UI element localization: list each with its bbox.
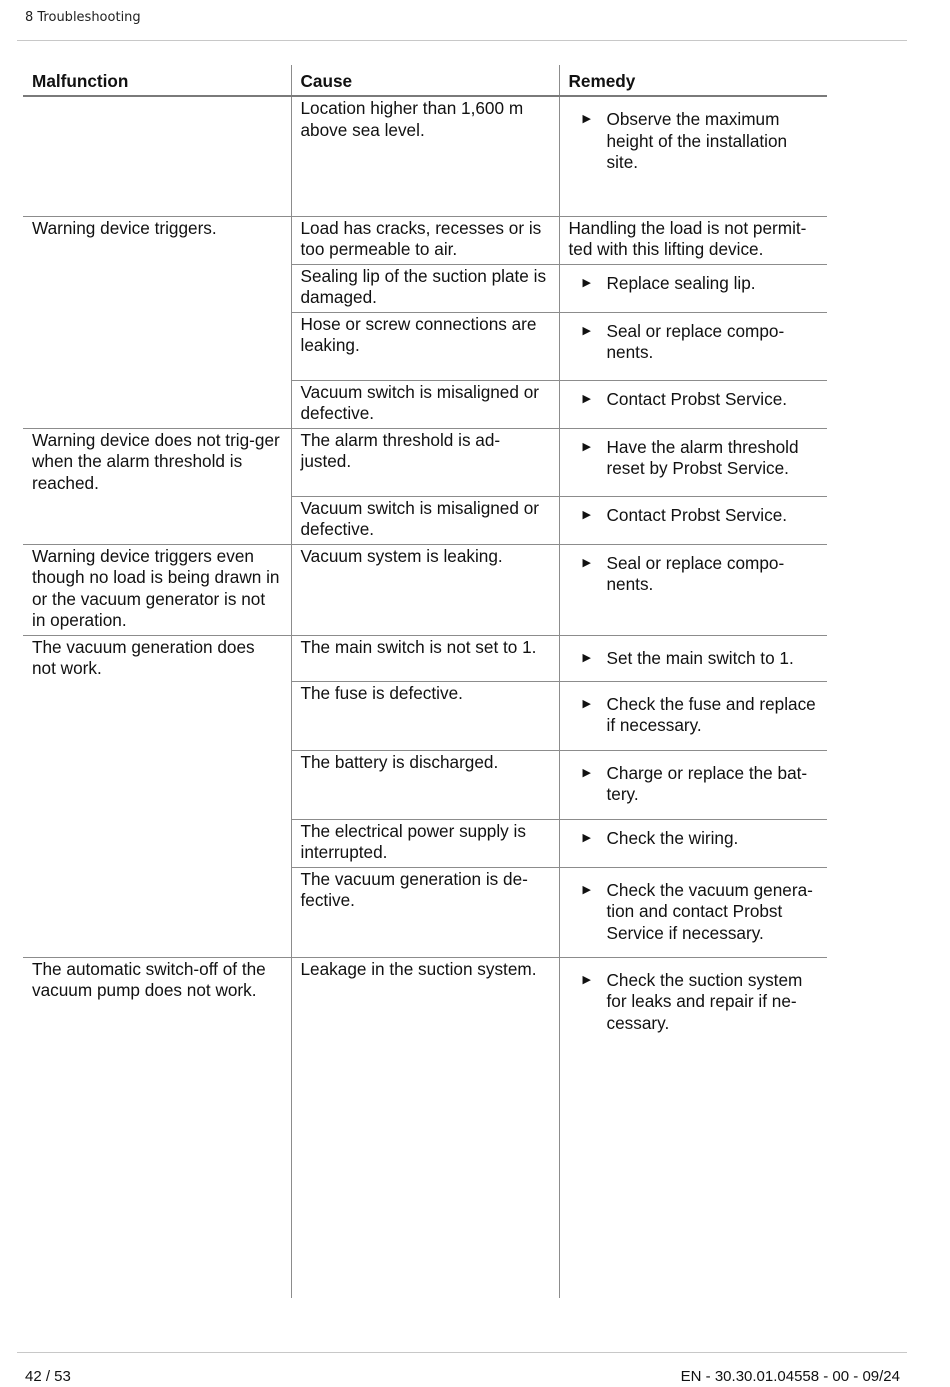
- malfunction-cell: The automatic switch-off of the vacuum pump does not work.: [23, 957, 291, 1298]
- table-row: [23, 635, 827, 681]
- triangle-right-icon: ▶: [582, 113, 591, 125]
- remedy-text: Seal or replace compo-nents.: [606, 552, 785, 594]
- remedy-text: Contact Probst Service.: [606, 504, 788, 525]
- triangle-right-icon: ▶: [582, 276, 591, 289]
- cause-cell: Location higher than 1,600 m above sea level.: [291, 96, 559, 216]
- cause-cell: Vacuum system is leaking.: [291, 544, 559, 635]
- triangle-right-icon: ▶: [582, 440, 591, 453]
- remedy-text: Check the vacuum genera-tion and contact Probst Service if necessary.: [606, 879, 813, 943]
- remedy-text: Replace sealing lip.: [606, 272, 756, 293]
- triangle-right-icon: ▶: [582, 556, 591, 569]
- remedy-text: Have the alarm threshold reset by Probst Service.: [606, 436, 799, 478]
- cause-cell: Hose or screw connections are leaking.: [291, 312, 559, 380]
- cause-cell: Load has cracks, recesses or is too permeable to air.: [291, 216, 559, 264]
- table-row: [23, 957, 827, 1298]
- remedy-cell: [559, 264, 827, 312]
- page-number: 42 / 53: [25, 1368, 71, 1385]
- triangle-right-icon: ▶: [582, 973, 591, 986]
- malfunction-cell: Warning device triggers.: [23, 216, 291, 428]
- triangle-right-icon: ▶: [582, 324, 591, 337]
- cause-cell: Sealing lip of the suction plate is damaged.: [291, 264, 559, 312]
- remedy-text: Set the main switch to 1.: [606, 647, 794, 668]
- table-row: [23, 96, 827, 216]
- table-row: [23, 544, 827, 635]
- malfunction-cell: Warning device triggers even though no load is being drawn in or the vacuum generator is not in operation.: [23, 544, 291, 635]
- cause-cell: The vacuum generation is de-fective.: [291, 867, 559, 957]
- remedy-cell: [559, 380, 827, 428]
- document-code: EN - 30.30.01.04558 - 00 - 09/24: [680, 1368, 900, 1385]
- remedy-cell: [559, 496, 827, 544]
- triangle-right-icon: ▶: [582, 508, 591, 521]
- remedy-cell: [559, 96, 827, 216]
- cause-cell: The fuse is defective.: [291, 681, 559, 750]
- table-row: [23, 428, 827, 496]
- malfunction-cell: The vacuum generation does not work.: [23, 635, 291, 957]
- cause-cell: The electrical power supply is interrupted.: [291, 819, 559, 867]
- remedy-text: Charge or replace the bat-tery.: [606, 762, 808, 804]
- column-header-cause: Cause: [291, 65, 559, 96]
- triangle-right-icon: ▶: [582, 392, 591, 405]
- malfunction-cell: Warning device does not trig-ger when the alarm threshold is reached.: [23, 428, 291, 544]
- remedy-cell: [559, 750, 827, 819]
- column-header-remedy: Remedy: [559, 65, 827, 96]
- cause-cell: Vacuum switch is misaligned or defective.: [291, 496, 559, 544]
- remedy-text: Check the fuse and replace if necessary.: [606, 693, 816, 735]
- triangle-right-icon: ▶: [582, 766, 591, 779]
- column-header-malfunction: Malfunction: [23, 65, 291, 96]
- table-row: [23, 216, 827, 264]
- cause-cell: Vacuum switch is misaligned or defective.: [291, 380, 559, 428]
- troubleshooting-table: [23, 65, 827, 1298]
- remedy-text: Seal or replace compo-nents.: [606, 320, 785, 362]
- cause-cell: Leakage in the suction system.: [291, 957, 559, 1298]
- remedy-cell: [559, 819, 827, 867]
- remedy-cell: [559, 544, 827, 635]
- table-header-row: [23, 65, 827, 96]
- malfunction-cell: [23, 96, 291, 216]
- triangle-right-icon: ▶: [582, 883, 591, 896]
- remedy-cell: [559, 867, 827, 957]
- cause-cell: The alarm threshold is ad-justed.: [291, 428, 559, 496]
- footer-divider: [17, 1352, 907, 1353]
- cause-cell: The main switch is not set to 1.: [291, 635, 559, 681]
- section-header: 8 Troubleshooting: [25, 10, 141, 25]
- remedy-text: Observe the maximum height of the installation site.: [606, 109, 788, 172]
- remedy-text: Check the wiring.: [606, 827, 739, 848]
- remedy-cell: [559, 957, 827, 1298]
- remedy-cell: [559, 681, 827, 750]
- remedy-cell: [559, 428, 827, 496]
- remedy-cell: Handling the load is not permit-ted with this lifting device.: [559, 216, 827, 264]
- triangle-right-icon: ▶: [582, 651, 591, 664]
- remedy-text: Check the suction system for leaks and repair if ne-cessary.: [606, 969, 803, 1033]
- remedy-cell: [559, 635, 827, 681]
- remedy-cell: [559, 312, 827, 380]
- triangle-right-icon: ▶: [582, 831, 591, 844]
- remedy-text: Contact Probst Service.: [606, 388, 788, 409]
- cause-cell: The battery is discharged.: [291, 750, 559, 819]
- header-divider: [17, 40, 907, 41]
- triangle-right-icon: ▶: [582, 697, 591, 710]
